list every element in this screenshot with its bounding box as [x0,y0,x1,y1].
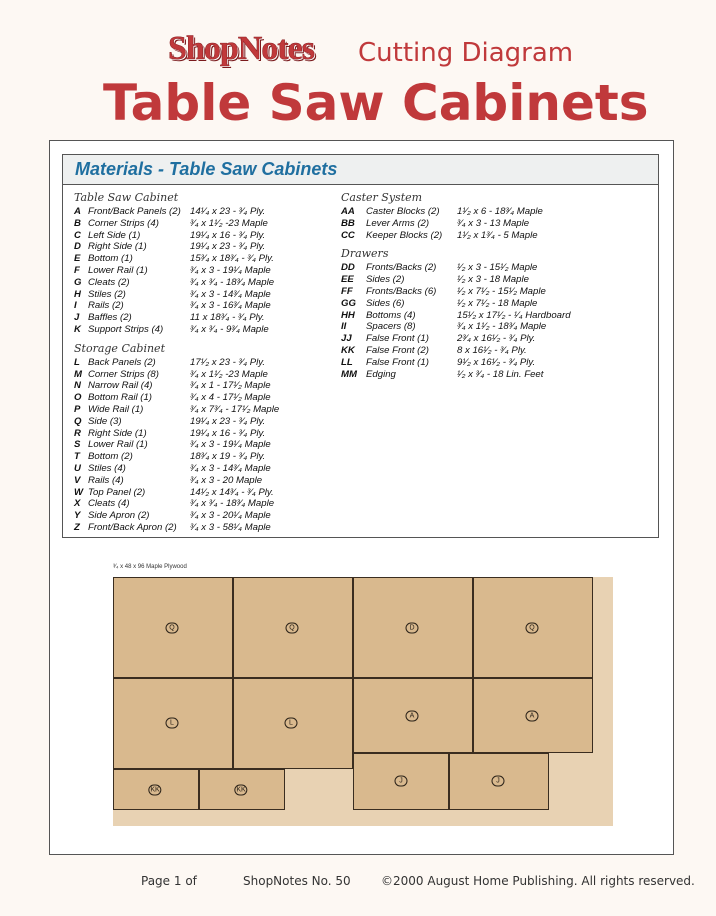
materials-row [74,439,271,451]
materials-row [74,451,266,463]
materials-name: Bottom Rail (1) [88,392,152,404]
materials-code: BB [341,217,355,229]
materials-code: S [74,439,81,451]
materials-row [341,368,544,381]
materials-dim: ³⁄₄ x 3 - 20¹⁄₄ Maple [190,510,271,522]
materials-name: False Front (1) [366,333,429,345]
materials-dim: 11 x 18³⁄₄ - ³⁄₄ Ply. [190,312,265,324]
sheet-label: ³⁄₄ x 48 x 96 Maple Plywood [113,564,187,570]
materials-row [74,300,271,312]
materials-name: Sides (6) [366,297,405,309]
materials-dim: ³⁄₄ x 1¹⁄₂ -23 Maple [190,368,268,380]
materials-name: Stiles (4) [88,462,126,474]
materials-row [74,323,269,336]
materials-name: Stiles (2) [88,288,126,300]
materials-row [74,276,275,289]
materials-name: Back Panels (2) [88,356,156,368]
materials-name: Edging [366,368,396,380]
materials-dim: ³⁄₄ x 1¹⁄₂ -23 Maple [190,217,268,229]
piece-label: L [166,718,179,729]
piece-label: D [406,623,419,634]
materials-row [341,217,530,230]
materials-code: E [74,253,81,265]
materials-dim: 14¹⁄₄ x 23 - ³⁄₄ Ply. [190,206,266,217]
materials-row [74,510,271,522]
materials-name: Corner Strips (4) [88,217,159,229]
materials-code: U [74,462,81,474]
materials-code: I [74,300,77,312]
materials-code: II [341,321,347,333]
materials-row [74,217,268,230]
materials-row [74,427,266,440]
page-header [0,0,716,140]
materials-name: Cleats (4) [88,498,130,510]
materials-dim: 17¹⁄₂ x 23 - ³⁄₄ Ply. [190,356,266,368]
materials-row [74,462,271,475]
materials-code: C [74,229,81,241]
materials-dim: ³⁄₄ x 3 - 19¹⁄₄ Maple [190,264,271,276]
plywood-sheet [113,577,613,826]
materials-name: Support Strips (4) [88,323,164,335]
materials-group-title: Storage Cabinet [74,341,165,355]
materials-dim: 9¹⁄₂ x 16¹⁄₂ - ³⁄₄ Ply. [457,356,536,368]
materials-row [74,312,265,324]
materials-dim: ³⁄₄ x 3 - 58¹⁄₄ Maple [190,521,271,533]
materials-dim: ³⁄₄ x 4 - 17¹⁄₂ Maple [190,392,271,404]
materials-name: Left Side (1) [88,229,141,241]
materials-code: V [74,474,81,486]
footer-page: Page 1 of [141,874,197,888]
piece-label: J [492,776,505,787]
materials-name: Fronts/Backs (2) [366,262,437,274]
materials-row [341,206,543,218]
materials-dim: ³⁄₄ x 3 - 13 Maple [457,217,530,229]
materials-row [341,274,529,286]
materials-name: Wide Rail (1) [88,403,144,415]
materials-code: Y [74,510,81,522]
materials-dim: ¹⁄₂ x 3 - 15¹⁄₂ Maple [457,262,538,274]
materials-name: Right Side (1) [88,241,147,253]
materials-code: MM [341,368,357,380]
materials-name: Top Panel (2) [88,486,146,498]
materials-row [341,333,536,345]
materials-dim: 18³⁄₄ x 19 - ³⁄₄ Ply. [190,451,266,463]
materials-group-title: Table Saw Cabinet [74,191,179,204]
materials-row [341,356,536,369]
materials-row [341,285,546,298]
materials-dim: ³⁄₄ x 3 - 20 Maple [190,474,263,486]
materials-name: Rails (2) [88,300,124,312]
materials-code: HH [341,309,355,321]
page-title: Table Saw Cabinets [103,74,649,132]
materials-right-column [341,191,571,380]
materials-dim: 1¹⁄₂ x 1³⁄₄ - 5 Maple [457,229,538,241]
materials-code: LL [341,356,353,368]
materials-row [74,403,280,416]
materials-row [341,229,538,242]
materials-row [74,356,266,369]
piece-label: Q [166,623,179,634]
materials-name: Lower Rail (1) [88,264,148,276]
footer-copyright: ©2000 August Home Publishing. All rights reserved. [381,874,695,888]
materials-dim: ³⁄₄ x 3 - 14³⁄₄ Maple [190,462,271,474]
materials-row [74,241,266,253]
materials-row [341,344,527,357]
materials-code: H [74,288,81,300]
materials-group-title: Caster System [341,191,423,204]
materials-name: Lower Rail (1) [88,439,148,451]
materials-dim: ¹⁄₂ x 3 - 18 Maple [457,274,529,286]
materials-left-column [74,191,280,534]
materials-row [341,321,547,333]
materials-dim: 19¹⁄₄ x 16 - ³⁄₄ Ply. [190,427,266,439]
materials-code: FF [341,285,353,297]
materials-row [74,474,263,487]
materials-name: Corner Strips (8) [88,368,159,380]
materials-dim: 15¹⁄₂ x 17¹⁄₂ - ¹⁄₄ Hardboard [457,309,571,321]
materials-code: Z [74,521,80,533]
materials-name: Bottom (2) [88,451,133,463]
materials-row [341,309,571,322]
materials-code: AA [341,206,355,217]
materials-name: Side Apron (2) [88,510,150,522]
piece-label: A [526,711,539,722]
materials-code: EE [341,274,354,286]
materials-dim: 14¹⁄₂ x 14³⁄₄ - ³⁄₄ Ply. [190,486,274,498]
materials-dim: ¹⁄₂ x 7¹⁄₂ - 15¹⁄₂ Maple [457,285,546,297]
materials-dim: 19¹⁄₄ x 23 - ³⁄₄ Ply. [190,241,266,253]
materials-dim: 19¹⁄₄ x 23 - ³⁄₄ Ply. [190,415,266,427]
materials-code: T [74,451,80,463]
footer-issue: ShopNotes No. 50 [243,874,351,888]
materials-group-title: Drawers [341,247,389,261]
materials-dim: ¹⁄₂ x ³⁄₄ - 18 Lin. Feet [457,368,544,380]
materials-code: G [74,276,82,288]
materials-code: D [74,241,81,253]
materials-row [74,415,266,428]
materials-dim: ³⁄₄ x 1¹⁄₂ - 18³⁄₄ Maple [457,321,547,333]
piece-label: Q [526,623,539,634]
materials-code: O [74,392,82,404]
piece-label: A [406,711,419,722]
materials-dim: ³⁄₄ x ³⁄₄ - 9³⁄₄ Maple [190,323,269,335]
piece-label: Q [286,623,299,634]
materials-name: Narrow Rail (4) [88,380,153,392]
materials-name: Front/Back Apron (2) [88,521,177,533]
materials-dim: ³⁄₄ x 3 - 19¹⁄₄ Maple [190,439,271,451]
materials-name: Front/Back Panels (2) [88,206,181,217]
materials-dim: ³⁄₄ x 1 - 17¹⁄₂ Maple [190,380,271,392]
materials-row [74,392,271,404]
materials-name: False Front (2) [366,344,429,356]
materials-row [74,253,274,265]
materials-name: Bottom (1) [88,253,133,265]
materials-code: P [74,403,81,415]
materials-dim: 1¹⁄₂ x 6 - 18³⁄₄ Maple [457,206,543,217]
brand-logo: ShopNotes [168,30,314,67]
materials-title: Materials - Table Saw Cabinets [75,159,338,179]
materials-code: B [74,217,81,229]
materials-code: K [74,323,81,335]
materials-row [341,297,538,310]
materials-row [74,486,274,499]
materials-row [74,498,275,510]
materials-row [74,368,268,381]
materials-code: F [74,264,80,276]
materials-dim: 2³⁄₄ x 16¹⁄₂ - ³⁄₄ Ply. [457,333,536,345]
materials-name: Cleats (2) [88,276,130,288]
materials-code: GG [341,297,356,309]
materials-code: N [74,380,81,392]
materials-code: A [74,206,81,217]
materials-code: W [74,486,84,498]
materials-header [63,155,658,185]
materials-name: Caster Blocks (2) [366,206,440,217]
materials-code: DD [341,262,355,274]
materials-row [341,262,538,274]
materials-name: Rails (4) [88,474,124,486]
materials-name: Baffles (2) [88,312,132,324]
piece-label: J [395,776,408,787]
materials-dim: ¹⁄₂ x 7¹⁄₂ - 18 Maple [457,297,538,309]
materials-name: False Front (1) [366,356,429,368]
materials-name: Side (3) [88,415,122,427]
materials-panel [62,154,659,538]
materials-name: Right Side (1) [88,427,147,439]
materials-code: M [74,368,82,380]
materials-name: Spacers (8) [366,321,416,333]
materials-dim: ³⁄₄ x 3 - 16³⁄₄ Maple [190,300,271,312]
materials-name: Bottoms (4) [366,309,416,321]
page-subtitle: Cutting Diagram [358,38,574,68]
materials-name: Keeper Blocks (2) [366,229,443,241]
materials-code: Q [74,415,82,427]
piece-label: KK [236,786,246,794]
materials-name: Fronts/Backs (6) [366,285,437,297]
materials-dim: ³⁄₄ x ³⁄₄ - 18³⁄₄ Maple [190,498,275,510]
materials-code: CC [341,229,355,241]
materials-dim: ³⁄₄ x 7³⁄₄ - 17¹⁄₂ Maple [190,403,280,415]
materials-dim: ³⁄₄ x 3 - 14³⁄₄ Maple [190,288,271,300]
materials-name: Lever Arms (2) [366,217,430,229]
materials-row [74,229,266,242]
materials-dim: 15³⁄₄ x 18³⁄₄ - ³⁄₄ Ply. [190,253,274,265]
materials-row [74,380,271,392]
piece-label: L [285,718,298,729]
materials-code: J [74,312,80,324]
materials-row [74,521,271,534]
materials-row [74,264,271,277]
materials-dim: 8 x 16¹⁄₂ - ³⁄₄ Ply. [457,344,527,356]
materials-code: X [74,498,81,510]
materials-code: L [74,356,80,368]
materials-code: JJ [341,333,352,345]
materials-name: Sides (2) [366,274,405,286]
materials-dim: ³⁄₄ x ³⁄₄ - 18³⁄₄ Maple [190,276,275,288]
materials-dim: 19¹⁄₄ x 16 - ³⁄₄ Ply. [190,229,266,241]
materials-code: R [74,427,81,439]
materials-row [74,206,266,218]
piece-label: KK [150,786,160,794]
materials-code: KK [341,344,355,356]
materials-row [74,288,271,301]
